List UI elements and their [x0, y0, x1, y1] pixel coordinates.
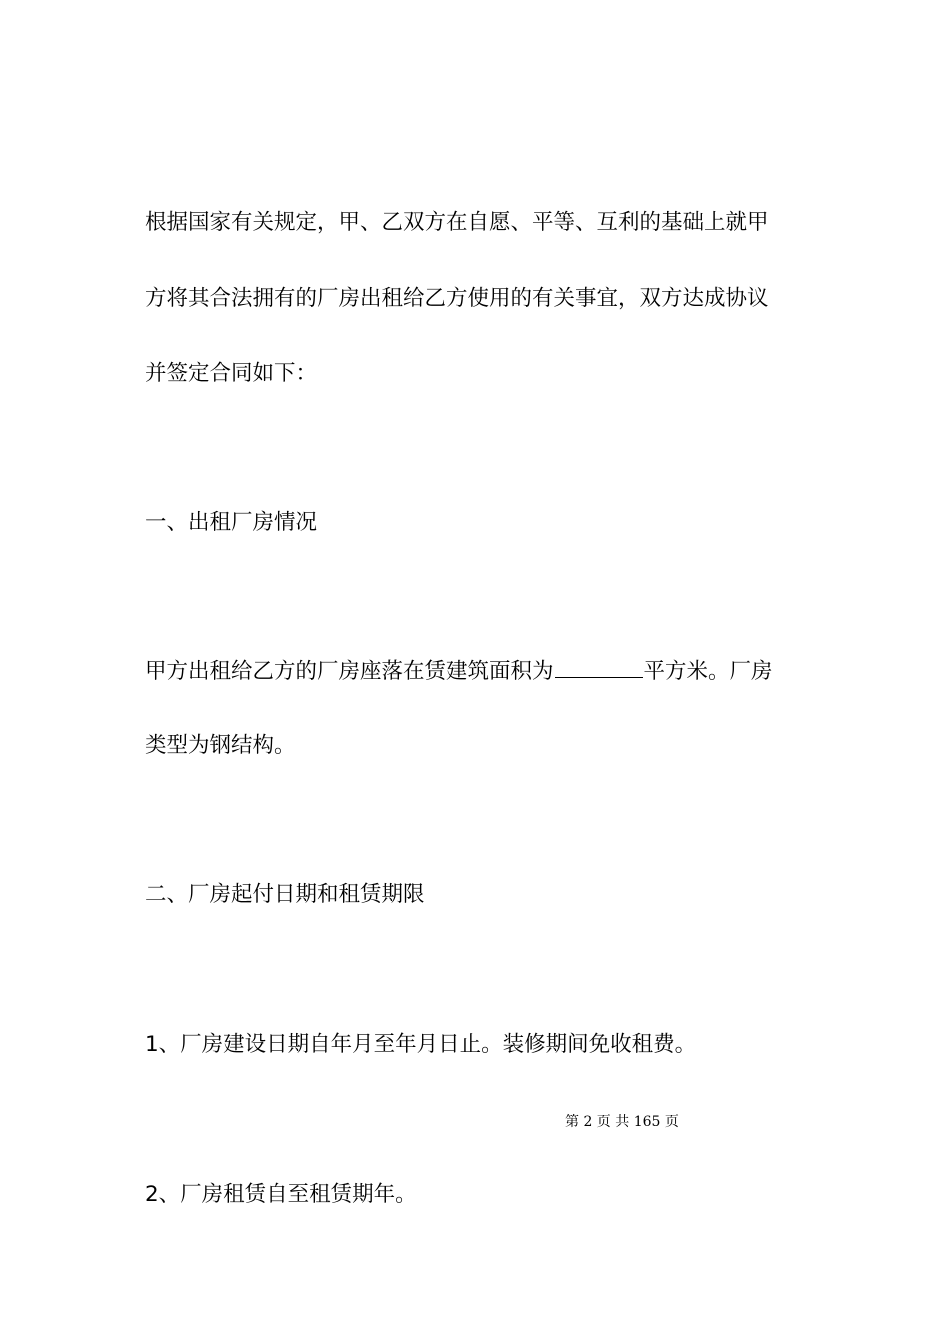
section-1-text-before-blank: 甲方出租给乙方的厂房座落在赁建筑面积为: [145, 659, 554, 684]
intro-line-2: 方将其合法拥有的厂房出租给乙方使用的有关事宜，双方达成协议: [145, 286, 769, 311]
section-1-heading: 一、出租厂房情况: [145, 510, 318, 535]
page-number: 第 2 页 共 165 页: [565, 1114, 679, 1130]
section-1-paragraph-line-1: [145, 657, 773, 687]
area-blank-field: [555, 657, 643, 678]
section-1-text-after-blank: 平方米。厂房: [643, 659, 773, 684]
section-2-heading: 二、厂房起付日期和租赁期限: [145, 882, 425, 907]
section-2-item-1: 1、厂房建设日期自年月至年月日止。装修期间免收租费。: [145, 1032, 697, 1057]
section-1-paragraph-line-2: 类型为钢结构。: [145, 733, 296, 758]
intro-line-1: 根据国家有关规定，甲、乙双方在自愿、平等、互利的基础上就甲: [145, 210, 769, 235]
section-2-item-2: 2、厂房租赁自至租赁期年。: [145, 1182, 417, 1207]
intro-line-3: 并签定合同如下：: [145, 361, 318, 386]
